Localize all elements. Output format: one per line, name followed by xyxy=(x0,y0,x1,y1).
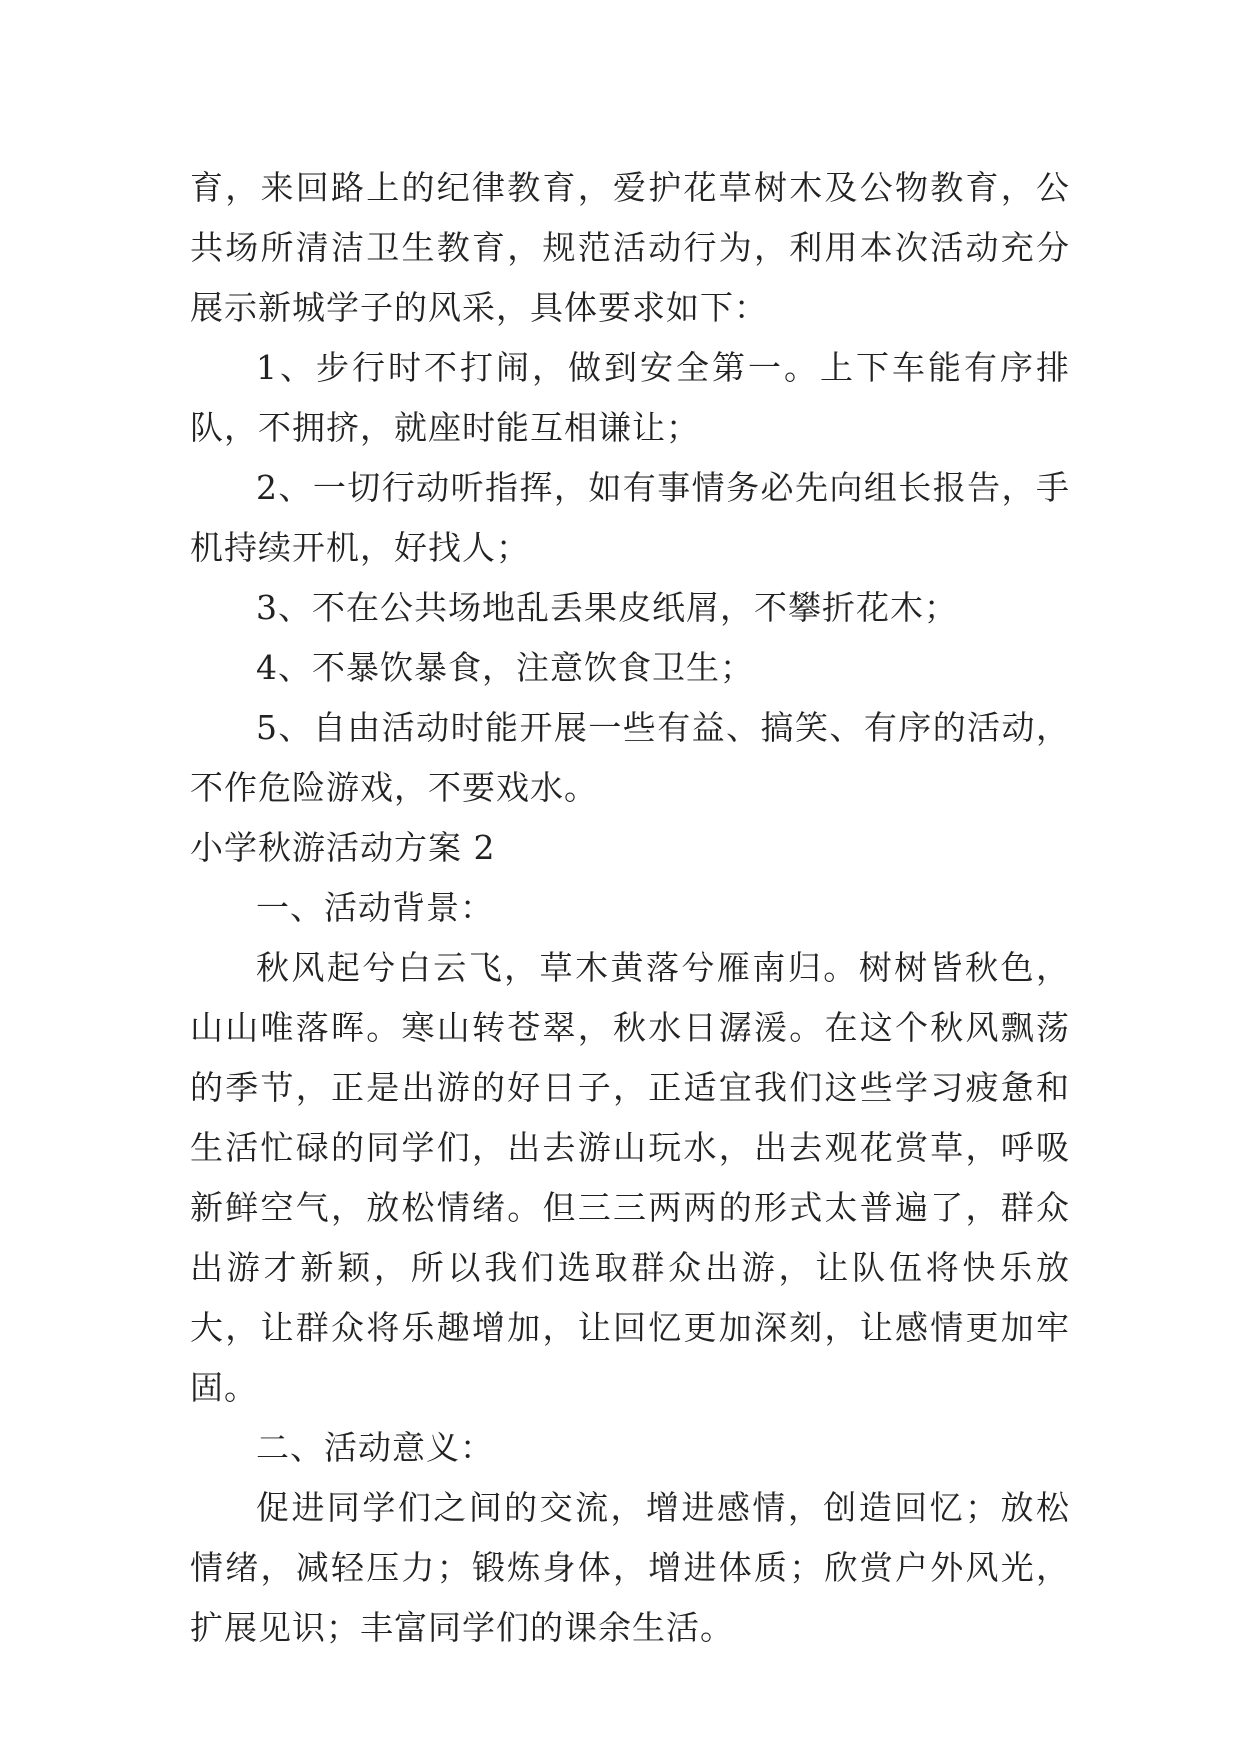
section-title: 小学秋游活动方案 2 xyxy=(190,828,496,867)
paragraph-rule-1: 1、步行时不打闹，做到安全第一。上下车能有序排队，不拥挤，就座时能互相谦让； xyxy=(190,348,1070,447)
document-body xyxy=(190,158,1070,1658)
paragraph-rule-3: 3、不在公共场地乱丢果皮纸屑，不攀折花木； xyxy=(256,588,958,627)
paragraph-rule-5: 5、自由活动时能开展一些有益、搞笑、有序的活动，不作危险游戏，不要戏水。 xyxy=(190,708,1070,807)
paragraph-rule-2: 2、一切行动听指挥，如有事情务必先向组长报告，手机持续开机，好找人； xyxy=(190,468,1070,567)
paragraph-rule-4: 4、不暴饮暴食，注意饮食卫生； xyxy=(256,648,754,687)
paragraph-significance: 促进同学们之间的交流，增进感情，创造回忆；放松情绪，减轻压力；锻炼身体，增进体质；欣赏户外风光，扩展见识；丰富同学们的课余生活。 xyxy=(190,1488,1070,1647)
subheading-significance: 二、活动意义： xyxy=(256,1428,494,1467)
paragraph-discipline-intro: 育，来回路上的纪律教育，爱护花草树木及公物教育，公共场所清洁卫生教育，规范活动行为，利用本次活动充分展示新城学子的风采，具体要求如下： xyxy=(190,168,1070,327)
subheading-background: 一、活动背景： xyxy=(256,888,494,927)
paragraph-background: 秋风起兮白云飞，草木黄落兮雁南归。树树皆秋色，山山唯落晖。寒山转苍翠，秋水日潺湲。在这个秋风飘荡的季节，正是出游的好日子，正适宜我们这些学习疲惫和生活忙碌的同学们，出去游山玩水，出去观花赏草，呼吸新鲜空气，放松情绪。但三三两两的形式太普遍了，群众出游才新颖，所以我们选取群众出游，让队伍将快乐放大，让群众将乐趣增加，让回忆更加深刻，让感情更加牢固。 xyxy=(190,948,1070,1407)
